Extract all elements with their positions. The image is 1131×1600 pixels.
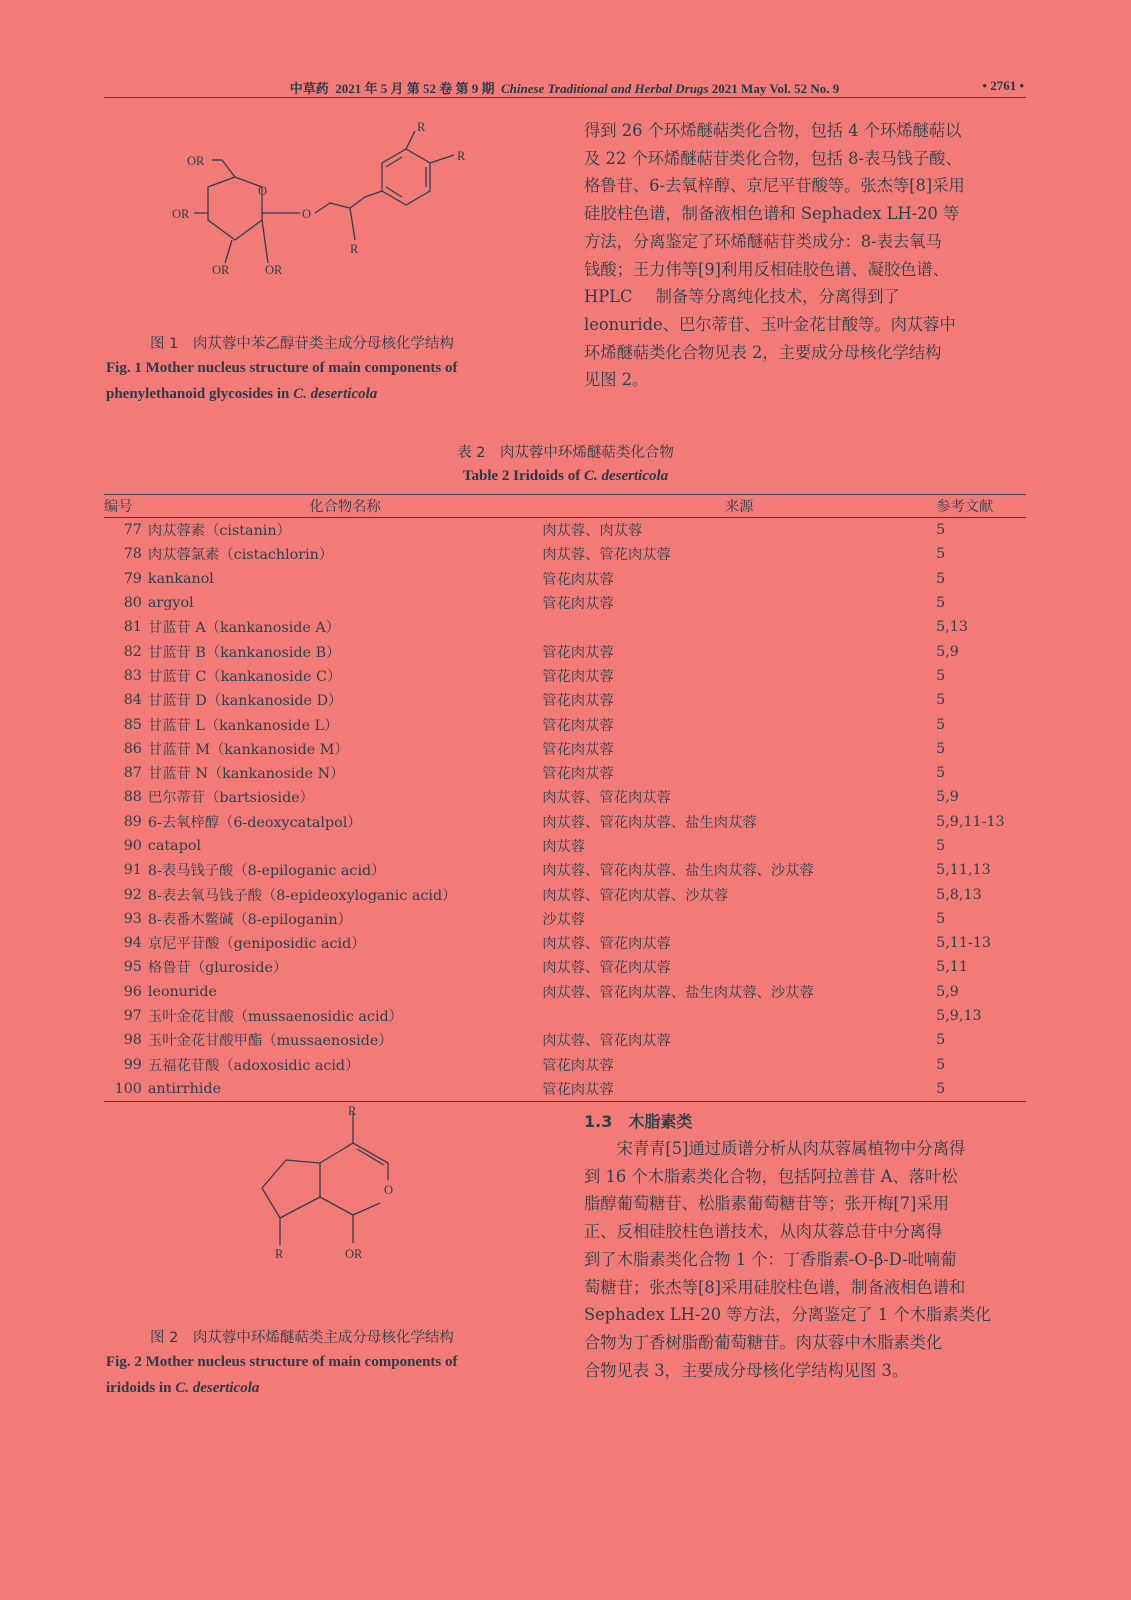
table-row: [104, 664, 1026, 688]
cell-compound-name: 甘蓝苷 B（kankanoside B）: [147, 644, 341, 661]
cell-source: 肉苁蓉: [542, 839, 586, 855]
cell-compound-name: 6-去氧梓醇（6-deoxycatalpol）: [147, 814, 362, 831]
cell-reference: 5,11,13: [936, 862, 991, 879]
fig2-label: OR: [345, 1247, 363, 1261]
text-line: 钱酸；王力伟等[9]利用反相硅胶色谱、凝胶色谱、: [584, 259, 949, 279]
caption-line: [106, 381, 546, 407]
table-row: [104, 980, 1026, 1004]
cell-compound-name: 甘蓝苷 C（kankanoside C）: [147, 668, 342, 685]
text-line: 及 22 个环烯醚萜苷类化合物，包括 8-表马钱子酸、: [584, 148, 962, 168]
text-line: 萄糖苷；张杰等[8]采用硅胶柱色谱，制备液相色谱和: [584, 1277, 966, 1297]
cell-source: 肉苁蓉、管花肉苁蓉: [542, 547, 671, 564]
cell-number: 84: [123, 692, 142, 709]
cell-compound-name: antirrhide: [147, 1080, 222, 1097]
cell-compound-name: 甘蓝苷 L（kankanoside L）: [147, 717, 339, 734]
cell-source: 管花肉苁蓉: [542, 571, 614, 588]
caption-text: iridoids in: [106, 1380, 176, 1396]
cell-reference: 5,13: [936, 619, 968, 636]
issue-cn: 2021 年 5 月 第 52 卷 第 9 期: [335, 81, 495, 96]
cell-reference: 5: [936, 570, 946, 587]
journal-name-en: Chinese Traditional and Herbal Drugs: [500, 81, 709, 96]
cell-reference: 5: [936, 910, 946, 927]
cell-number: 95: [123, 959, 142, 976]
text-line: 宋青青[5]通过质谱分析从肉苁蓉属植物中分离得: [584, 1139, 966, 1158]
fig2-label: O: [384, 1183, 394, 1197]
cell-number: 89: [123, 813, 142, 830]
cell-compound-name: 格鲁苷（gluroside）: [147, 960, 288, 977]
table-row: [104, 858, 1026, 882]
cell-reference: 5: [936, 838, 946, 854]
cell-reference: 5,9: [936, 643, 959, 660]
cell-number: 90: [123, 838, 142, 854]
cell-source: 管花肉苁蓉: [542, 766, 614, 783]
fig1-label: OR: [265, 263, 283, 277]
cell-reference: 5,11-13: [936, 935, 992, 952]
cell-compound-name: 肉苁蓉素（cistanin）: [147, 523, 291, 540]
cell-source: 肉苁蓉、管花肉苁蓉、盐生肉苁蓉、沙苁蓉: [542, 984, 814, 1001]
table-row: [104, 761, 1026, 785]
text-line: Sephadex LH-20 等方法，分离鉴定了 1 个木脂素类化: [584, 1305, 992, 1325]
cell-source: 管花肉苁蓉: [542, 644, 614, 661]
cell-source: 管花肉苁蓉: [542, 596, 614, 613]
col-header-source: 来源: [542, 494, 936, 518]
cell-number: 92: [123, 886, 142, 903]
cell-number: 87: [123, 765, 142, 782]
cell-source: 肉苁蓉、管花肉苁蓉: [542, 1033, 671, 1050]
cell-source: 管花肉苁蓉: [542, 717, 614, 734]
fig1-label: OR: [187, 154, 205, 168]
figure-2-caption-en: [106, 1349, 546, 1401]
text-line: leonuride、巴尔蒂苷、玉叶金花甘酸等。肉苁蓉中: [584, 314, 956, 334]
table-title-text: Table 2 Iridoids of: [462, 468, 584, 484]
cell-compound-name: 甘蓝苷 M（kankanoside M）: [147, 741, 349, 758]
table-row: [104, 639, 1026, 663]
cell-number: 80: [123, 595, 142, 612]
cell-number: 82: [123, 643, 142, 660]
table-row: [104, 907, 1026, 931]
table-row: [104, 1004, 1026, 1028]
header-rule: [104, 97, 1026, 98]
cell-reference: 5,9,13: [936, 1008, 982, 1025]
cell-reference: 5,11: [936, 959, 968, 976]
text-line: 到 16 个木脂素类化合物，包括阿拉善苷 A、落叶松: [584, 1166, 958, 1186]
cell-source: 肉苁蓉、管花肉苁蓉、盐生肉苁蓉、沙苁蓉: [542, 863, 814, 880]
cell-compound-name: 甘蓝苷 A（kankanoside A）: [147, 620, 341, 637]
table-row: [104, 1053, 1026, 1077]
cell-source: 管花肉苁蓉: [542, 693, 614, 710]
cell-compound-name: argyol: [147, 595, 194, 612]
cell-number: 77: [123, 522, 142, 539]
cell-compound-name: kankanol: [147, 570, 214, 587]
col-header-number: 编号: [104, 494, 148, 518]
table-2: [104, 494, 1026, 1101]
cell-source: 沙苁蓉: [542, 911, 586, 928]
cell-compound-name: 五福花苷酸（adoxosidic acid）: [147, 1057, 360, 1074]
cell-number: 91: [123, 862, 142, 879]
table-row: [104, 737, 1026, 761]
cell-number: 93: [123, 910, 142, 927]
cell-number: 78: [123, 546, 142, 563]
cell-compound-name: 肉苁蓉氯素（cistachlorin）: [147, 547, 334, 564]
fig1-label: OR: [212, 263, 230, 277]
cell-reference: 5: [936, 692, 946, 709]
cell-source: 管花肉苁蓉: [542, 1081, 614, 1098]
cell-compound-name: 玉叶金花甘酸（mussaenosidic acid）: [147, 1009, 403, 1026]
species-name: C. deserticola: [293, 386, 378, 402]
cell-number: 85: [123, 716, 142, 733]
cell-source: [542, 615, 936, 639]
cell-compound-name: 8-表去氧马钱子酸（8-epideoxyloganic acid）: [147, 887, 457, 904]
cell-compound-name: 玉叶金花甘酸甲酯（mussaenoside）: [147, 1033, 393, 1050]
cell-number: 88: [123, 789, 142, 806]
cell-reference: 5,9: [936, 983, 959, 1000]
text-line: 硅胶柱色谱，制备液相色谱和 Sephadex LH-20 等: [584, 204, 960, 224]
cell-source: 肉苁蓉、管花肉苁蓉: [542, 790, 671, 807]
table-row: [104, 834, 1026, 858]
text-line: 合物见表 3，主要成分母核化学结构见图 3。: [584, 1360, 909, 1380]
page-number: • 2761 •: [982, 78, 1024, 93]
text-line: 脂醇葡萄糖苷、松脂素葡萄糖苷等；张开梅[7]采用: [584, 1194, 949, 1214]
cell-reference: 5: [936, 716, 946, 733]
text-line: 到了木脂素类化合物 1 个：丁香脂素-O-β-D-吡喃葡: [584, 1249, 957, 1269]
figure-1-structure: [170, 115, 490, 285]
col-header-name: 化合物名称: [148, 494, 542, 518]
cell-number: 99: [123, 1056, 142, 1073]
cell-number: 96: [123, 983, 142, 1000]
table-row: [104, 567, 1026, 591]
body-paragraph-1: [584, 117, 1024, 394]
cell-source: 肉苁蓉、管花肉苁蓉、沙苁蓉: [542, 887, 729, 904]
table-row: [104, 518, 1026, 543]
caption-line: Fig. 2 Mother nucleus structure of main components of: [106, 1354, 458, 1370]
cell-reference: 5,9,11-13: [936, 813, 1005, 830]
fig2-label: R: [348, 1105, 357, 1118]
table-row: [104, 688, 1026, 712]
cell-source: 肉苁蓉、管花肉苁蓉、盐生肉苁蓉: [542, 814, 757, 831]
cell-reference: 5: [936, 522, 946, 539]
cell-compound-name: 甘蓝苷 D（kankanoside D）: [147, 693, 343, 710]
cell-reference: 5: [936, 1032, 946, 1049]
figure-2-caption-cn: 图 2 肉苁蓉中环烯醚萜类主成分母核化学结构: [150, 1330, 454, 1346]
text-line: 见图 2。: [584, 370, 649, 390]
text-line: 合物为丁香树脂酚葡萄糖苷。肉苁蓉中木脂素类化: [584, 1332, 943, 1352]
cell-compound-name: 8-表马钱子酸（8-epiloganic acid）: [147, 863, 386, 880]
cell-number: 94: [123, 935, 142, 952]
cell-source: 管花肉苁蓉: [542, 668, 614, 685]
text-line: 格鲁苷、6-去氧梓醇、京尼平苷酸等。张杰等[8]采用: [584, 176, 965, 196]
fig1-label: OR: [172, 207, 190, 221]
cell-number: 81: [123, 619, 142, 636]
table-2-title-en: [0, 468, 1131, 485]
cell-source: [542, 1004, 936, 1028]
fig1-label: O: [258, 184, 268, 198]
cell-reference: 5: [936, 1080, 946, 1097]
cell-number: 98: [123, 1032, 142, 1049]
species-name: C. deserticola: [175, 1380, 260, 1396]
text-line: 得到 26 个环烯醚萜类化合物，包括 4 个环烯醚萜以: [584, 121, 962, 140]
fig1-label: O: [302, 207, 312, 221]
caption-text: phenylethanoid glycosides in: [106, 386, 294, 402]
table-row: [104, 931, 1026, 955]
running-header: [105, 74, 1024, 98]
table-row: [104, 1077, 1026, 1101]
cell-reference: 5: [936, 765, 946, 782]
cell-compound-name: 甘蓝苷 N（kankanoside N）: [147, 766, 345, 783]
cell-source: 管花肉苁蓉: [542, 741, 614, 758]
cell-number: 86: [123, 740, 142, 757]
header-journal-info: [105, 78, 1024, 97]
cell-reference: 5: [936, 546, 946, 563]
cell-number: 83: [123, 667, 142, 684]
species-name: C. deserticola: [584, 468, 669, 484]
table-row: [104, 882, 1026, 906]
cell-number: 97: [123, 1008, 142, 1025]
cell-reference: 5: [936, 740, 946, 757]
cell-compound-name: 京尼平苷酸（geniposidic acid）: [147, 936, 366, 953]
caption-line: [106, 1375, 546, 1401]
fig1-label: R: [417, 120, 426, 134]
table-header-row: [104, 494, 1026, 518]
table-row: [104, 955, 1026, 979]
cell-source: 肉苁蓉、管花肉苁蓉: [542, 936, 671, 953]
table-bottom-rule: [104, 1101, 1026, 1102]
cell-compound-name: 8-表番木鳖碱（8-epiloganin）: [147, 911, 352, 928]
issue-en: 2021 May Vol. 52 No. 9: [711, 81, 840, 96]
cell-reference: 5,8,13: [936, 886, 982, 903]
table-row: [104, 542, 1026, 566]
cell-reference: 5: [936, 1056, 946, 1073]
cell-compound-name: leonuride: [147, 983, 217, 1000]
cell-compound-name: catapol: [147, 838, 202, 854]
col-header-reference: 参考文献: [936, 494, 1026, 518]
section-heading: 1.3 木脂素类: [584, 1112, 693, 1131]
cell-source: 管花肉苁蓉: [542, 1057, 614, 1074]
fig2-label: R: [275, 1247, 284, 1261]
table-body: [104, 518, 1026, 1102]
cell-source: 肉苁蓉、管花肉苁蓉: [542, 960, 671, 977]
cell-compound-name: 巴尔蒂苷（bartsioside）: [147, 790, 314, 807]
cell-reference: 5: [936, 595, 946, 612]
table-row: [104, 1028, 1026, 1052]
caption-line: Fig. 1 Mother nucleus structure of main components of: [106, 360, 458, 376]
journal-name-cn: 中草药: [289, 81, 329, 96]
figure-2-structure: [250, 1105, 420, 1275]
cell-reference: 5: [936, 667, 946, 684]
pyranose-ring: [208, 177, 262, 240]
cell-source: 肉苁蓉、肉苁蓉: [542, 523, 643, 540]
fig1-label: R: [457, 149, 466, 163]
text-line: 方法，分离鉴定了环烯醚萜苷类成分：8-表去氧马: [584, 231, 942, 251]
cell-number: 100: [114, 1080, 142, 1097]
fig1-label: R: [350, 242, 359, 256]
body-paragraph-2: [584, 1135, 1024, 1384]
table-row: [104, 615, 1026, 639]
table-row: [104, 785, 1026, 809]
table-row: [104, 591, 1026, 615]
table-row: [104, 712, 1026, 736]
cell-reference: 5,9: [936, 789, 959, 806]
table-2-title-cn: 表 2 肉苁蓉中环烯醚萜类化合物: [457, 445, 674, 461]
figure-1-caption-en: [106, 355, 546, 407]
text-line: 环烯醚萜类化合物见表 2，主要成分母核化学结构: [584, 342, 942, 362]
text-line: 正、反相硅胶柱色谱技术，从肉苁蓉总苷中分离得: [584, 1222, 943, 1242]
table-row: [104, 810, 1026, 834]
figure-1-caption-cn: 图 1 肉苁蓉中苯乙醇苷类主成分母核化学结构: [150, 336, 454, 352]
text-line: HPLC 制备等分离纯化技术，分离得到了: [584, 287, 900, 307]
benzene-ring: [382, 149, 430, 205]
cell-number: 79: [123, 570, 142, 587]
